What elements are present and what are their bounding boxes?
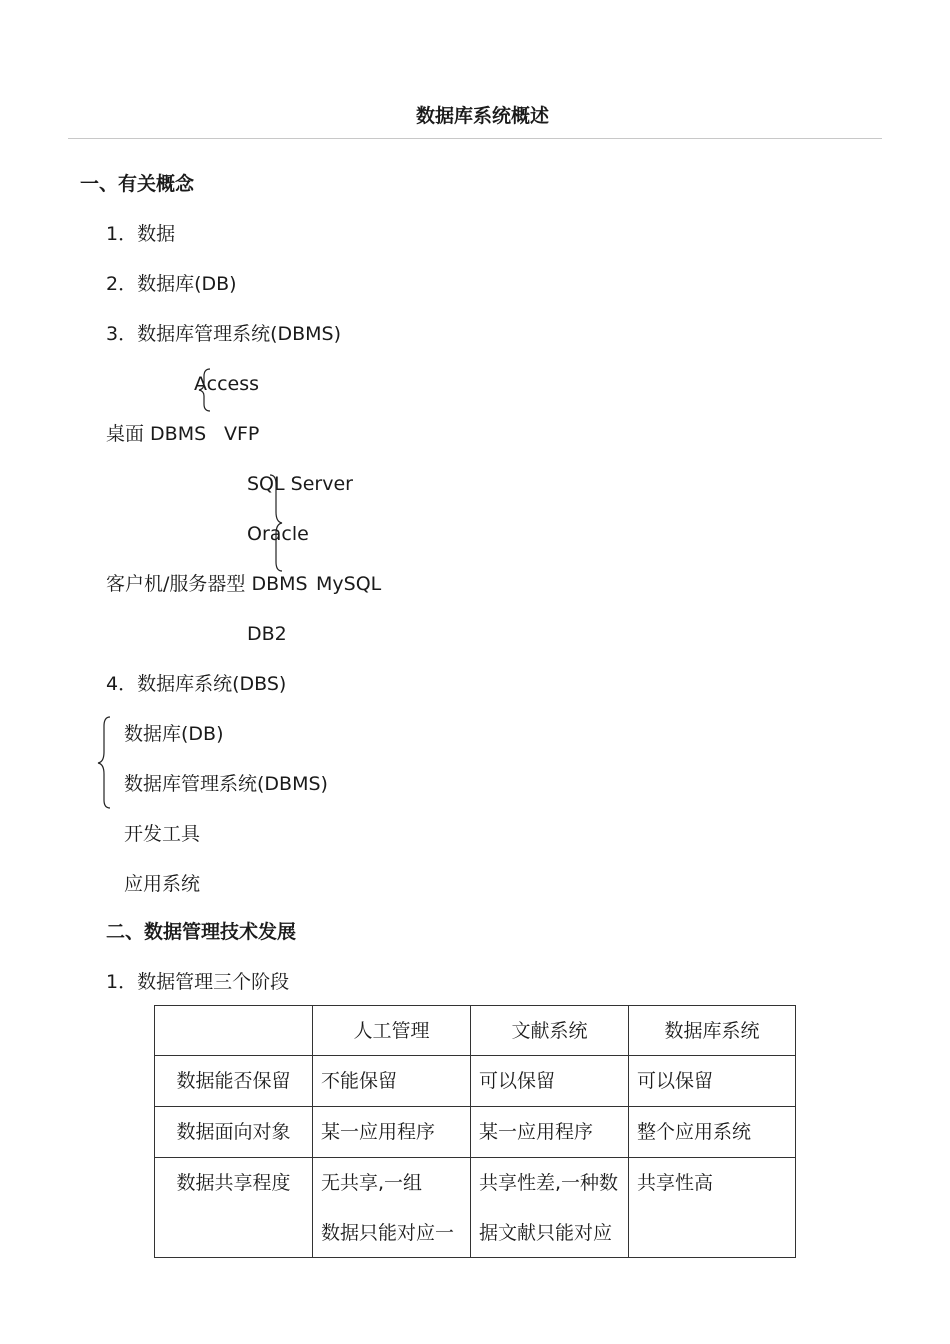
- table-cell: 某一应用程序: [313, 1107, 471, 1158]
- row-label: 数据面向对象: [155, 1107, 313, 1158]
- product-access: Access: [194, 373, 260, 395]
- table-cell: [471, 1158, 629, 1258]
- cell-line: 无共享,一组: [321, 1172, 423, 1194]
- dbs-part-dev-tools: 开发工具: [124, 823, 201, 845]
- desktop-dbms-label: 桌面 DBMS: [106, 423, 207, 445]
- table-cell: [313, 1158, 471, 1258]
- cell-line: 据文献只能对应: [479, 1222, 613, 1244]
- brace-icon: [198, 368, 212, 412]
- table-header-cell: 人工管理: [313, 1006, 471, 1056]
- table-header-cell: [155, 1006, 313, 1056]
- page-title: 数据库系统概述: [415, 105, 549, 127]
- list-item: 1．数据: [106, 223, 176, 245]
- table-header-cell: 文献系统: [471, 1006, 629, 1056]
- list-item: 1．数据管理三个阶段: [106, 971, 290, 993]
- data-management-stages-table: [154, 1005, 796, 1258]
- table-cell: 整个应用系统: [629, 1107, 796, 1158]
- table-row: [155, 1107, 796, 1158]
- brace-icon: [96, 716, 114, 810]
- product-oracle: Oracle: [247, 523, 309, 545]
- row-label: 数据共享程度: [155, 1158, 313, 1258]
- product-mysql: MySQL: [316, 573, 382, 595]
- table-header-cell: 数据库系统: [629, 1006, 796, 1056]
- table-row: [155, 1056, 796, 1107]
- table-cell: 某一应用程序: [471, 1107, 629, 1158]
- table-cell: 不能保留: [313, 1056, 471, 1107]
- cell-line: 数据只能对应一: [321, 1222, 455, 1244]
- dbs-part-app-system: 应用系统: [124, 873, 201, 895]
- cell-line: 共享性高: [637, 1172, 714, 1194]
- product-sql-server: SQL Server: [247, 473, 353, 495]
- section2-heading: 二、数据管理技术发展: [106, 921, 297, 943]
- row-label: 数据能否保留: [155, 1056, 313, 1107]
- section1-heading: 一、有关概念: [80, 173, 195, 195]
- brace-icon: [268, 474, 284, 572]
- table-cell: [629, 1158, 796, 1258]
- title-underline: [68, 138, 882, 139]
- product-vfp: VFP: [224, 423, 260, 445]
- list-item: 4．数据库系统(DBS): [106, 673, 287, 695]
- product-db2: DB2: [247, 623, 287, 645]
- list-item: 3．数据库管理系统(DBMS): [106, 323, 342, 345]
- dbs-part-db: 数据库(DB): [124, 723, 224, 745]
- dbs-part-dbms: 数据库管理系统(DBMS): [124, 773, 328, 795]
- table-row: [155, 1158, 796, 1258]
- table-cell: 可以保留: [471, 1056, 629, 1107]
- client-server-dbms-label: 客户机/服务器型 DBMS: [106, 573, 308, 595]
- table-header-row: [155, 1006, 796, 1056]
- table-cell: 可以保留: [629, 1056, 796, 1107]
- cell-line: 共享性差,一种数: [479, 1172, 619, 1194]
- list-item: 2．数据库(DB): [106, 273, 237, 295]
